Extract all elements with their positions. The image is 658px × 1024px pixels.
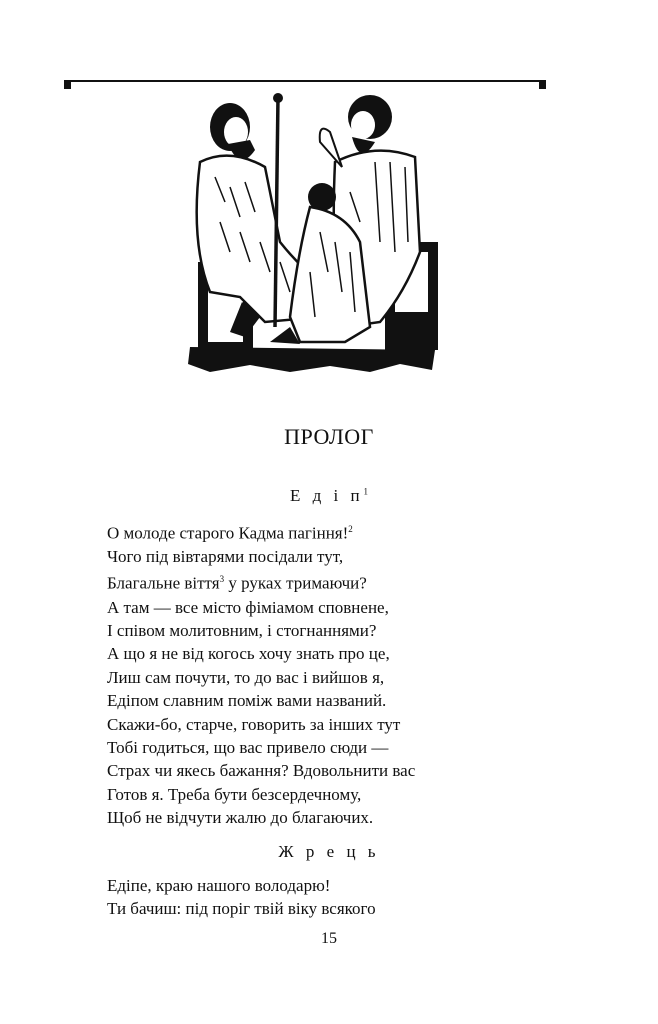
verse-line: Скажи-бо, старче, говорить за інших тут [107,714,401,734]
corner-square-right [539,82,546,89]
verse-line: Щоб не відчути жалю до благаючих. [107,808,374,828]
verse-line: Едіпе, краю нашого володарю! [107,876,331,895]
verse-line: І співом молитовним, і стогнаннями? [107,620,377,640]
corner-square-left [64,82,71,89]
verse-line: Чого під вівтарями посідали тут, [107,547,344,567]
speaker-name: Е д і п [289,486,364,505]
verse-line: О молоде старого Кадма пагіння!$^2$ [107,523,353,543]
footnote-marker: 3 [219,574,225,585]
verse-line: А там — все місто фіміамом сповнене, [107,597,389,617]
footnote-marker: 2 [348,524,353,534]
speaker-priest: Ж р е ц ь [278,842,380,861]
verse-line: Едіпом славним поміж вами названий. [107,691,387,711]
speaker-oedipus [0,486,658,506]
page-title: ПРОЛОГ [284,424,374,449]
verse-line: А що я не від когось хочу знать про це, [107,644,390,664]
verse-priest [107,874,376,921]
verse-line: Благальне віття$^3$ у руках тримаючи? [107,574,367,594]
verse-line: Страх чи якесь бажання? Вдовольнити вас [107,761,416,781]
verse-line: Готов я. Треба бути безсердечному, [107,784,362,804]
verse-oedipus [107,518,415,830]
top-rule [64,80,546,82]
footnote-marker: 1 [363,486,369,497]
page-number: 15 [321,930,337,947]
greek-vase-illustration [170,92,445,377]
verse-line: Лиш сам почути, то до вас і вийшов я, [107,667,385,687]
verse-line: Тобі годиться, що вас привело сюди — [107,737,389,757]
verse-line: Ти бачиш: під поріг твій віку всякого [107,899,376,919]
